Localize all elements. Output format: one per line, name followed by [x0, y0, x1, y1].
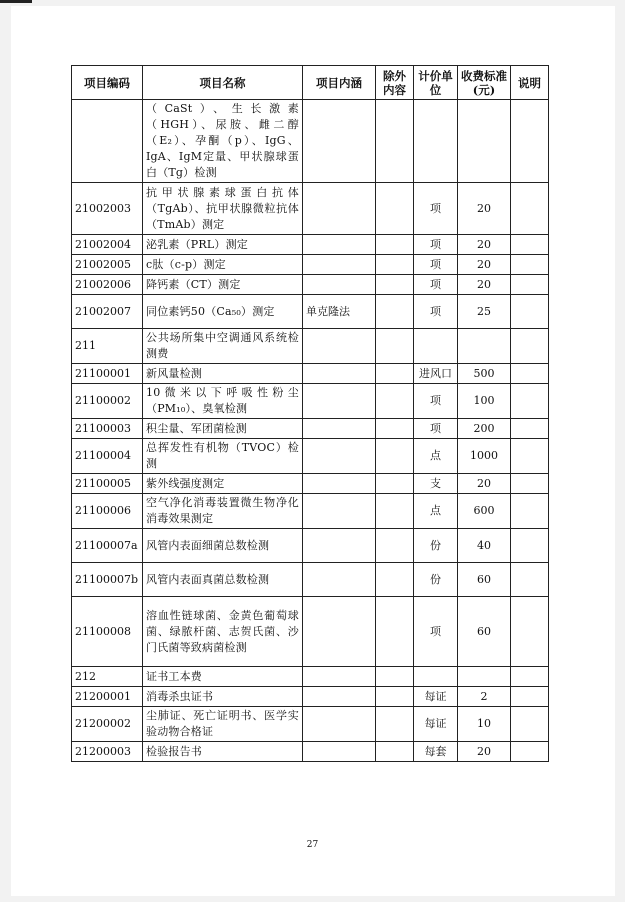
- cell-meaning: [303, 597, 376, 667]
- header-code: 项目编码: [72, 66, 143, 100]
- table-row: [72, 687, 549, 707]
- cell-price: [458, 667, 511, 687]
- table-row: [72, 100, 549, 183]
- cell-note: [511, 529, 549, 563]
- cell-note: [511, 100, 549, 183]
- cell-meaning: [303, 419, 376, 439]
- cell-name: 证书工本费: [143, 667, 303, 687]
- cell-meaning: [303, 275, 376, 295]
- cell-name: 溶血性链球菌、金黄色葡萄球菌、绿脓杆菌、志贺氏菌、沙门氏菌等致病菌检测: [143, 597, 303, 667]
- table-row: [72, 529, 549, 563]
- cell-note: [511, 275, 549, 295]
- cell-note: [511, 474, 549, 494]
- cell-code: 21002005: [72, 255, 143, 275]
- cell-note: [511, 707, 549, 742]
- cell-meaning: [303, 255, 376, 275]
- table-row: [72, 235, 549, 255]
- cell-price: 600: [458, 494, 511, 529]
- cell-name: 同位素钙50（Ca₅₀）测定: [143, 295, 303, 329]
- cell-unit: 点: [414, 439, 458, 474]
- cell-exclusion: [376, 597, 414, 667]
- cell-name: 总挥发性有机物（TVOC）检测: [143, 439, 303, 474]
- cell-meaning: [303, 529, 376, 563]
- cell-name: 降钙素（CT）测定: [143, 275, 303, 295]
- table-row: [72, 439, 549, 474]
- cell-price: 20: [458, 183, 511, 235]
- cell-unit: 份: [414, 529, 458, 563]
- cell-code: 21002003: [72, 183, 143, 235]
- table-row: [72, 597, 549, 667]
- cell-code: 21200001: [72, 687, 143, 707]
- cell-name: 泌乳素（PRL）测定: [143, 235, 303, 255]
- header-name: 项目名称: [143, 66, 303, 100]
- table-row: [72, 384, 549, 419]
- cell-meaning: [303, 364, 376, 384]
- cell-name: 抗甲状腺素球蛋白抗体（TgAb）、抗甲状腺微粒抗体（TmAb）测定: [143, 183, 303, 235]
- cell-unit: 每套: [414, 742, 458, 762]
- cell-name: 10微米以下呼吸性粉尘（PM₁₀）、臭氧检测: [143, 384, 303, 419]
- cell-code: 211: [72, 329, 143, 364]
- cell-unit: 支: [414, 474, 458, 494]
- cell-price: 60: [458, 597, 511, 667]
- cell-name: 空气净化消毒装置微生物净化消毒效果测定: [143, 494, 303, 529]
- cell-code: 21002006: [72, 275, 143, 295]
- cell-name: 紫外线强度测定: [143, 474, 303, 494]
- table-row: [72, 419, 549, 439]
- cell-exclusion: [376, 742, 414, 762]
- cell-name: 风管内表面真菌总数检测: [143, 563, 303, 597]
- cell-code: 21100008: [72, 597, 143, 667]
- cell-name: 风管内表面细菌总数检测: [143, 529, 303, 563]
- cell-name: c肽（c-p）测定: [143, 255, 303, 275]
- cell-exclusion: [376, 419, 414, 439]
- table-header-row: [72, 66, 549, 100]
- cell-price: 500: [458, 364, 511, 384]
- cell-note: [511, 329, 549, 364]
- cell-note: [511, 295, 549, 329]
- cell-price: 20: [458, 275, 511, 295]
- cell-code: 21100002: [72, 384, 143, 419]
- cell-meaning: [303, 667, 376, 687]
- header-price: 收费标准(元): [458, 66, 511, 100]
- cell-price: 100: [458, 384, 511, 419]
- fee-table: [71, 65, 549, 762]
- cell-exclusion: [376, 329, 414, 364]
- cell-unit: 项: [414, 419, 458, 439]
- cell-exclusion: [376, 494, 414, 529]
- cell-unit: 项: [414, 235, 458, 255]
- cell-note: [511, 597, 549, 667]
- cell-meaning: [303, 563, 376, 597]
- cell-unit: [414, 667, 458, 687]
- cell-price: 25: [458, 295, 511, 329]
- cell-note: [511, 255, 549, 275]
- cell-note: [511, 563, 549, 597]
- cell-meaning: 单克隆法: [303, 295, 376, 329]
- cell-unit: [414, 329, 458, 364]
- cell-price: 40: [458, 529, 511, 563]
- cell-exclusion: [376, 439, 414, 474]
- cell-meaning: [303, 474, 376, 494]
- cell-name: 公共场所集中空调通风系统检测费: [143, 329, 303, 364]
- cell-price: 2: [458, 687, 511, 707]
- cell-unit: 每证: [414, 687, 458, 707]
- cell-exclusion: [376, 687, 414, 707]
- top-edge-bar: [0, 0, 32, 3]
- cell-exclusion: [376, 275, 414, 295]
- cell-code: 21100001: [72, 364, 143, 384]
- cell-meaning: [303, 742, 376, 762]
- cell-code: 21002007: [72, 295, 143, 329]
- cell-note: [511, 742, 549, 762]
- cell-meaning: [303, 329, 376, 364]
- table-row: [72, 364, 549, 384]
- table-row: [72, 667, 549, 687]
- cell-unit: 进风口: [414, 364, 458, 384]
- cell-price: 20: [458, 474, 511, 494]
- table-row: [72, 494, 549, 529]
- table-row: [72, 474, 549, 494]
- cell-exclusion: [376, 667, 414, 687]
- cell-price: 20: [458, 742, 511, 762]
- cell-unit: 份: [414, 563, 458, 597]
- cell-price: 20: [458, 235, 511, 255]
- cell-unit: 每证: [414, 707, 458, 742]
- table-row: [72, 742, 549, 762]
- cell-exclusion: [376, 100, 414, 183]
- cell-price: 200: [458, 419, 511, 439]
- cell-note: [511, 687, 549, 707]
- cell-exclusion: [376, 707, 414, 742]
- cell-name: 积尘量、军团菌检测: [143, 419, 303, 439]
- cell-code: 21100007a: [72, 529, 143, 563]
- cell-note: [511, 419, 549, 439]
- cell-unit: 点: [414, 494, 458, 529]
- cell-exclusion: [376, 183, 414, 235]
- cell-unit: 项: [414, 597, 458, 667]
- cell-unit: [414, 100, 458, 183]
- header-note: 说明: [511, 66, 549, 100]
- cell-code: 21100007b: [72, 563, 143, 597]
- cell-note: [511, 384, 549, 419]
- table-row: [72, 563, 549, 597]
- cell-name: 消毒杀虫证书: [143, 687, 303, 707]
- cell-code: 21100006: [72, 494, 143, 529]
- cell-exclusion: [376, 563, 414, 597]
- cell-exclusion: [376, 384, 414, 419]
- table-row: [72, 329, 549, 364]
- cell-name: 尘肺证、死亡证明书、医学实验动物合格证: [143, 707, 303, 742]
- table-row: [72, 183, 549, 235]
- cell-unit: 项: [414, 255, 458, 275]
- cell-code: 212: [72, 667, 143, 687]
- cell-exclusion: [376, 474, 414, 494]
- cell-meaning: [303, 235, 376, 255]
- cell-meaning: [303, 384, 376, 419]
- cell-meaning: [303, 183, 376, 235]
- cell-meaning: [303, 707, 376, 742]
- cell-price: [458, 329, 511, 364]
- cell-note: [511, 364, 549, 384]
- cell-exclusion: [376, 235, 414, 255]
- cell-code: 21002004: [72, 235, 143, 255]
- cell-note: [511, 235, 549, 255]
- cell-meaning: [303, 494, 376, 529]
- cell-name: （CaSt）、生长激素（HGH）、尿胺、雌二醇（E₂）、孕酮（p）、IgG、IgA、IgM定量、甲状腺球蛋白（Tg）检测: [143, 100, 303, 183]
- cell-name: 检验报告书: [143, 742, 303, 762]
- cell-note: [511, 183, 549, 235]
- cell-unit: 项: [414, 295, 458, 329]
- cell-code: [72, 100, 143, 183]
- cell-unit: 项: [414, 183, 458, 235]
- header-exclusion: 除外内容: [376, 66, 414, 100]
- table-row: [72, 295, 549, 329]
- cell-note: [511, 439, 549, 474]
- cell-exclusion: [376, 529, 414, 563]
- table-row: [72, 707, 549, 742]
- cell-meaning: [303, 687, 376, 707]
- cell-meaning: [303, 439, 376, 474]
- table-row: [72, 255, 549, 275]
- cell-price: 60: [458, 563, 511, 597]
- cell-exclusion: [376, 295, 414, 329]
- cell-unit: 项: [414, 384, 458, 419]
- header-meaning: 项目内涵: [303, 66, 376, 100]
- cell-code: 21100004: [72, 439, 143, 474]
- header-unit: 计价单位: [414, 66, 458, 100]
- cell-price: 20: [458, 255, 511, 275]
- cell-code: 21100005: [72, 474, 143, 494]
- cell-price: 10: [458, 707, 511, 742]
- cell-price: [458, 100, 511, 183]
- cell-meaning: [303, 100, 376, 183]
- cell-code: 21200003: [72, 742, 143, 762]
- cell-exclusion: [376, 255, 414, 275]
- cell-note: [511, 494, 549, 529]
- page-number: 27: [306, 840, 319, 850]
- cell-code: 21200002: [72, 707, 143, 742]
- cell-name: 新风量检测: [143, 364, 303, 384]
- cell-price: 1000: [458, 439, 511, 474]
- cell-exclusion: [376, 364, 414, 384]
- cell-unit: 项: [414, 275, 458, 295]
- cell-note: [511, 667, 549, 687]
- table-row: [72, 275, 549, 295]
- cell-code: 21100003: [72, 419, 143, 439]
